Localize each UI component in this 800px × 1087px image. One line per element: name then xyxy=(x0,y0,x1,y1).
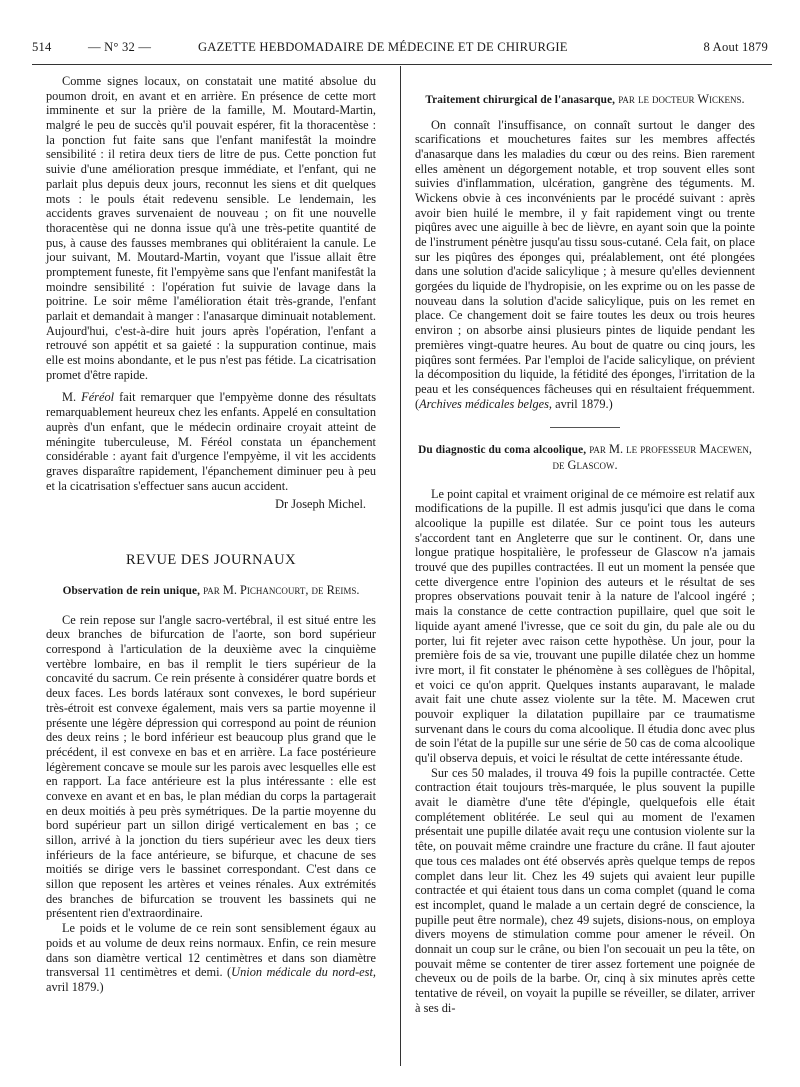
article-paragraph: Le poids et le volume de ce rein sont sensiblement égaux au poids et au volume de deux reins normaux. Enfin, ce rein mesure dans son diamètre vertical 12 centimètres et dans son diamètre transversal 11 centimètres et demi. (Union médicale du nord-est, avril 1879.) xyxy=(46,921,376,994)
article-paragraph: Sur ces 50 malades, il trouva 49 fois la pupille contractée. Cette contraction était toujours très-marquée, le plus souvent la pupille avait le diamètre d'une tête d'épingle, quelquefois elle était complétement oblitérée. Le seul qui au moment de l'examen présentait une pupille dilatée avait reçu une contusion violente sur la tête, on pouvait même craindre une fracture du crâne. Il faut ajouter que tous ces malades ont été observés après quelque temps de repos complet dans leur lit. Chez les 49 sujets qui avaient leur pupille contractée et qui étaient tous dans un coma complet (quand le coma est incomplet, quand le malade a un certain degré de conscience, la pupille peut être normale), chez 49 sujets, disions-nous, on employa divers moyens de stimulation comme pour amener le réveil. On donnait un coup sur le crâne, ou bien l'on secouait un peu la tête, on pouvait même se contenter de tirer assez fortement une poignée de cheveux ou de poils de la barbe. Or, cinq à six minutes après cette tentative de réveil, on voyait la pupille se réveiller, se dilater, arriver à ses di- xyxy=(415,765,755,1015)
source-citation: Archives médicales belges, xyxy=(419,396,553,411)
article-separator xyxy=(550,427,620,428)
page-number: 514 xyxy=(32,40,52,54)
column-divider xyxy=(400,66,401,1066)
journal-title: GAZETTE HEBDOMADAIRE DE MÉDECINE ET DE CHIRURGIE xyxy=(198,40,568,54)
section-title: REVUE DES JOURNAUX xyxy=(125,551,297,568)
page-header xyxy=(28,40,772,60)
article-paragraph: On connaît l'insuffisance, on connaît surtout le danger des scarifications et mouchetures faites sur les membres affectés d'anasarque dans les maladies du cœur ou des reins. Bien rarement elles amènent un dégorgement notable, et trop souvent elles sont suivies d'inflammation, ulcération, gangrène des téguments. M. Wickens obvie à ces inconvénients par le procédé suivant : après avoir bien huilé le membre, il y fait rapidement vingt ou trente piqûres avec une aiguille à bec de lièvre, en ayant soin que la pointe de l'instrument pénètre jusqu'au tissu sous-cutané. Cela fait, on place sur les piqûres des éponges qui, préalablement, ont été plongées dans une solution d'acide salicylique ; à mesure qu'elles deviennent gorgées du liquide de l'hydropisie, on les exprime ou on les passe de nouveau dans la solution d'acide salicylique, puis on les remet en place. Ce changement doit se faire toutes les deux ou trois heures environ ; on absorbe ainsi plusieurs pintes de liquide pendant les premières vingt-quatre heures. Au bout de quatre ou cinq jours, les piqûres sont fermées. Par l'emploi de l'acide salicylique, on prévient la décomposition du liquide, la fétidité des éponges, l'irritation de la peau et les conséquences fâcheuses qui en résultaient fréquemment. (Archives médicales belges, avril 1879.) xyxy=(415,117,755,411)
article-paragraph: Ce rein repose sur l'angle sacro-vertébral, il est situé entre les deux branches de bifurcation de l'aorte, son bord supérieur correspond à l'articulation de la deuxième avec la cinquième vertèbre lombaire, en bas il remplit le tiers supérieur de la concavité du sacrum. Ce rein présente à considérer quatre bords et deux faces. Les bords latéraux sont convexes, le bord supérieur très-étroit est convexe également, mais vers sa partie moyenne il présente une légère dépression qui correspond au point de réunion des deux reins ; le bord inférieur est beaucoup plus grand que le précédent, il est convexe en bas et en arrière. La face postérieure légèrement concave se moule sur les parois avec lesquelles elle est en rapport. La face antérieure est la plus intéressante : elle est convexe en avant et en bas, le plan médian du corps la partagerait en deux moitiés à peu près symétriques. De la partie moyenne du bord supérieur part un sillon dirigé verticalement en bas ; ce sillon, arrivé à la jonction du tiers supérieur avec les deux tiers inférieurs de la face antérieure, se bifurque, et chacune de ses moitiés se dirige vers le bassinet correspondant. C'est dans ce sillon que reposent les artères et veines rénales. Aux extrémités des branches de bifurcation se trouvent les bassinets qui ne présentent rien d'extraordinaire. xyxy=(46,612,376,921)
continuation-paragraph: Comme signes locaux, on constatait une matité absolue du poumon droit, en avant et en arrière. En présence de cette mort imminente et sur la prière de la famille, M. Moutard-Martin, malgré le peu de succès qu'il pouvait espérer, fit la thoracentèse : la ponction fut faite sans que l'enfant manifestât la moindre sensibilité : il retira deux tiers de litre de pus. Cette ponction fut suivie d'une amélioration presque immédiate, et l'enfant, qui ne parlait plus depuis deux jours, reconnut les siens et dit quelques mots : le pouls était redevenu sensible. Le lendemain, les accidents graves survenaient de nouveau ; on fit une nouvelle thoracentèse qui ne donna issue qu'à une très-petite quantité de pus, à cause des fausses membranes qui oblitéraient la canule. Le jour suivant, M. Moutard-Martin, voyant que l'issue allait être promptement funeste, fit l'empyème sans que l'enfant manifestât la moindre sensibilité : l'opération fut suivie de lavage dans la poitrine. Le soir même l'amélioration était très-grande, l'enfant parlait et demandait à manger : l'anasarque diminuait notablement. Aujourd'hui, c'est-à-dire huit jours après l'opération, l'enfant a retrouvé son appétit et sa gaieté : la suppuration continue, mais elle est moins abondante, et le pus n'est pas fétide. La cicatrisation promet d'être rapide. xyxy=(46,74,376,382)
issue-number: — N° 32 — xyxy=(88,40,152,54)
source-citation: Union médicale du nord-est, xyxy=(231,965,376,980)
article-title-rein-unique: Observation de rein unique, par M. Pichancourt, de Reims. xyxy=(62,583,360,598)
article-title-anasarque: Traitement chirurgical de l'anasarque, par le docteur Wickens. xyxy=(425,92,745,106)
left-column xyxy=(46,74,376,995)
article-title-coma-alcoolique: Du diagnostic du coma alcoolique, par M. le professeur Macewen, de Glascow. xyxy=(418,442,752,472)
ferreol-name: Féréol xyxy=(81,390,115,405)
issue-date: 8 Aout 1879 xyxy=(703,40,768,54)
header-rule xyxy=(32,64,772,65)
article-paragraph: Le point capital et vraiment original de ce mémoire est relatif aux modifications de la pupille. Il est admis jusqu'ici que dans le coma alcoolique la pupille est dilatée. Sur ce point tous les auteurs s'accordent tant en Angleterre que sur le continent. Or, dans une longue pratique hospitalière, le professeur de Glascow n'a jamais trouvé que des pupilles contractées. Il eut un moment la pensée que cette divergence entre l'opinion des auteurs et le résultat de ses propres observations pouvait tenir à la nature de l'alcool ingéré ; mais la constance de cette contraction pupillaire, quel que soit le liquide ayant amené l'ivresse, que ce soit du gin, du pale ale ou du porter, lui fit rejeter avec raison cette hypothèse. Un jour, pour la première fois de sa vie, trouvant une pupille dilatée chez un homme ivre mort, il fit constater le phénomène à ses collègues de l'hôpital, et voici ce qu'on apprit. Quelques instants auparavant, le malade avait fait une chute assez violente sur la tête. M. Macewen crut pouvoir expliquer la dilatation pupillaire par ce traumatisme survenant dans le cours du coma alcoolique. Il étudia donc avec plus de soin l'état de la pupille sur une série de 50 cas de coma alcoolique qu'il observa depuis, et voici le résultat de cette intéressante étude. xyxy=(415,486,755,766)
right-column xyxy=(415,74,755,1015)
ferreol-paragraph: M. Féréol fait remarquer que l'empyème donne des résultats remarquablement heureux chez les enfants. Appelé en consultation auprès d'un enfant, que le médecin ordinaire croyait atteint de méningite tuberculeuse, M. Féréol constata un épanchement considérable : ayant fait d'urgence l'empyème, il vit les accidents graves disparaître rapidement, l'épanchement diminuer peu à peu et la cicatrisation s'effectuer sans aucun accident. xyxy=(46,390,376,493)
signature: Dr Joseph Michel. xyxy=(275,497,366,512)
